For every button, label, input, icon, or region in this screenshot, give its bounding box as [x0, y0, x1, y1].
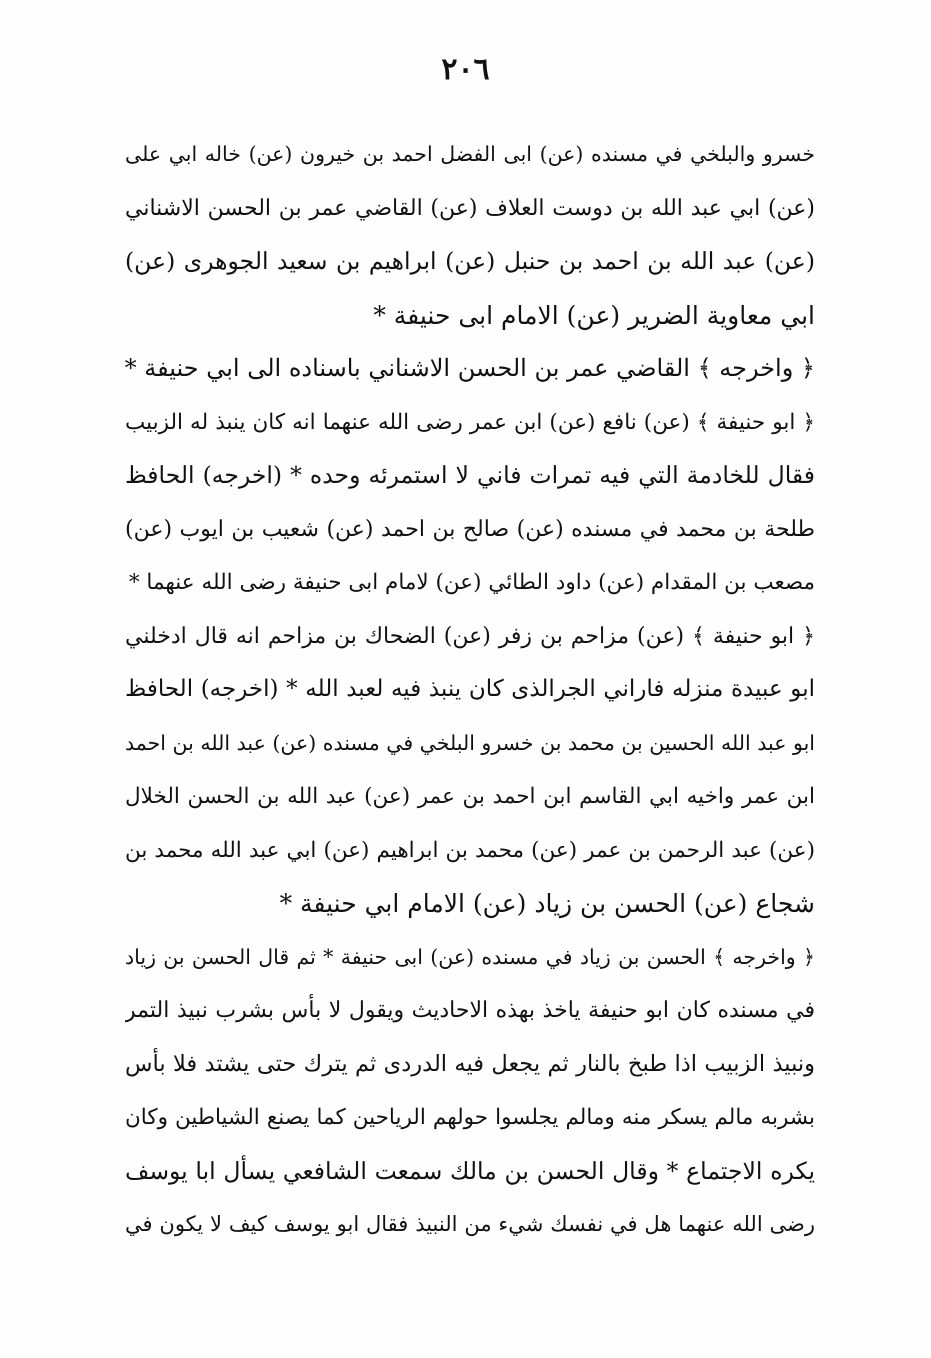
text-line: ابن عمر واخيه ابي القاسم ابن احمد بن عمر (عن) عبد الله بن الحسن الخلال [125, 784, 815, 809]
text-line: (عن) ابي عبد الله بن دوست العلاف (عن) القاضي عمر بن الحسن الاشناني [125, 195, 815, 221]
text-line: طلحة بن محمد في مسنده (عن) صالح بن احمد (عن) شعيب بن ايوب (عن) [125, 516, 815, 542]
text-line: رضى الله عنهما هل في نفسك شيء من النبيذ فقال ابو يوسف كيف لا يكون في [125, 1212, 815, 1236]
text-line: ﴿ ابو حنيفة ﴾ (عن) مزاحم بن زفر (عن) الضحاك بن مزاحم انه قال ادخلني [125, 623, 815, 649]
text-line: ابو عبد الله الحسين بن محمد بن خسرو البلخي في مسنده (عن) عبد الله بن احمد [125, 730, 815, 755]
text-line: مصعب بن المقدام (عن) داود الطائي (عن) لامام ابى حنيفة رضى الله عنهما * [128, 570, 815, 595]
text-line: ابي معاوية الضرير (عن) الامام ابى حنيفة * [373, 300, 815, 330]
text-line: خسرو والبلخي في مسنده (عن) ابى الفضل احمد بن خيرون (عن) خاله ابي على [125, 142, 815, 166]
text-line: ابو عبيدة منزله فاراني الجرالذى كان ينبذ فيه لعبد الله * (اخرجه) الحافظ [125, 676, 815, 702]
text-line: في مسنده كان ابو حنيفة ياخذ بهذه الاحاديث ويقول لا بأس بشرب نبيذ التمر [125, 998, 815, 1023]
text-body [125, 128, 815, 1252]
text-line: يكره الاجتماع * وقال الحسن بن مالك سمعت الشافعي يسأل ابا يوسف [125, 1156, 815, 1185]
page-number: ٢٠٦ [441, 52, 490, 87]
text-line: ﴿ واخرجه ﴾ القاضي عمر بن الحسن الاشناني باسناده الى ابي حنيفة * [125, 354, 815, 382]
text-line: (عن) عبد الله بن احمد بن حنبل (عن) ابراهيم بن سعيد الجوهرى (عن) [125, 247, 815, 275]
text-line: بشربه مالم يسكر منه ومالم يجلسوا حولهم الرياحين كما يصنع الشياطين وكان [125, 1105, 815, 1130]
text-line: شجاع (عن) الحسن بن زياد (عن) الامام ابي حنيفة * [279, 889, 815, 918]
text-line: (عن) عبد الرحمن بن عمر (عن) محمد بن ابراهيم (عن) ابي عبد الله محمد بن [125, 837, 815, 863]
text-line: ونبيذ الزبيب اذا طبخ بالنار ثم يجعل فيه الدردى ثم يترك حتى يشتد فلا بأس [125, 1050, 815, 1077]
text-line: ﴿ واخرجه ﴾ الحسن بن زياد في مسنده (عن) ابى حنيفة * ثم قال الحسن بن زياد [125, 944, 815, 969]
text-line: ﴿ ابو حنيفة ﴾ (عن) نافع (عن) ابن عمر رضى الله عنهما انه كان ينبذ له الزبيب [125, 409, 815, 435]
text-line: فقال للخادمة التي فيه تمرات فاني لا استمرئه وحده * (اخرجه) الحافظ [125, 461, 815, 489]
